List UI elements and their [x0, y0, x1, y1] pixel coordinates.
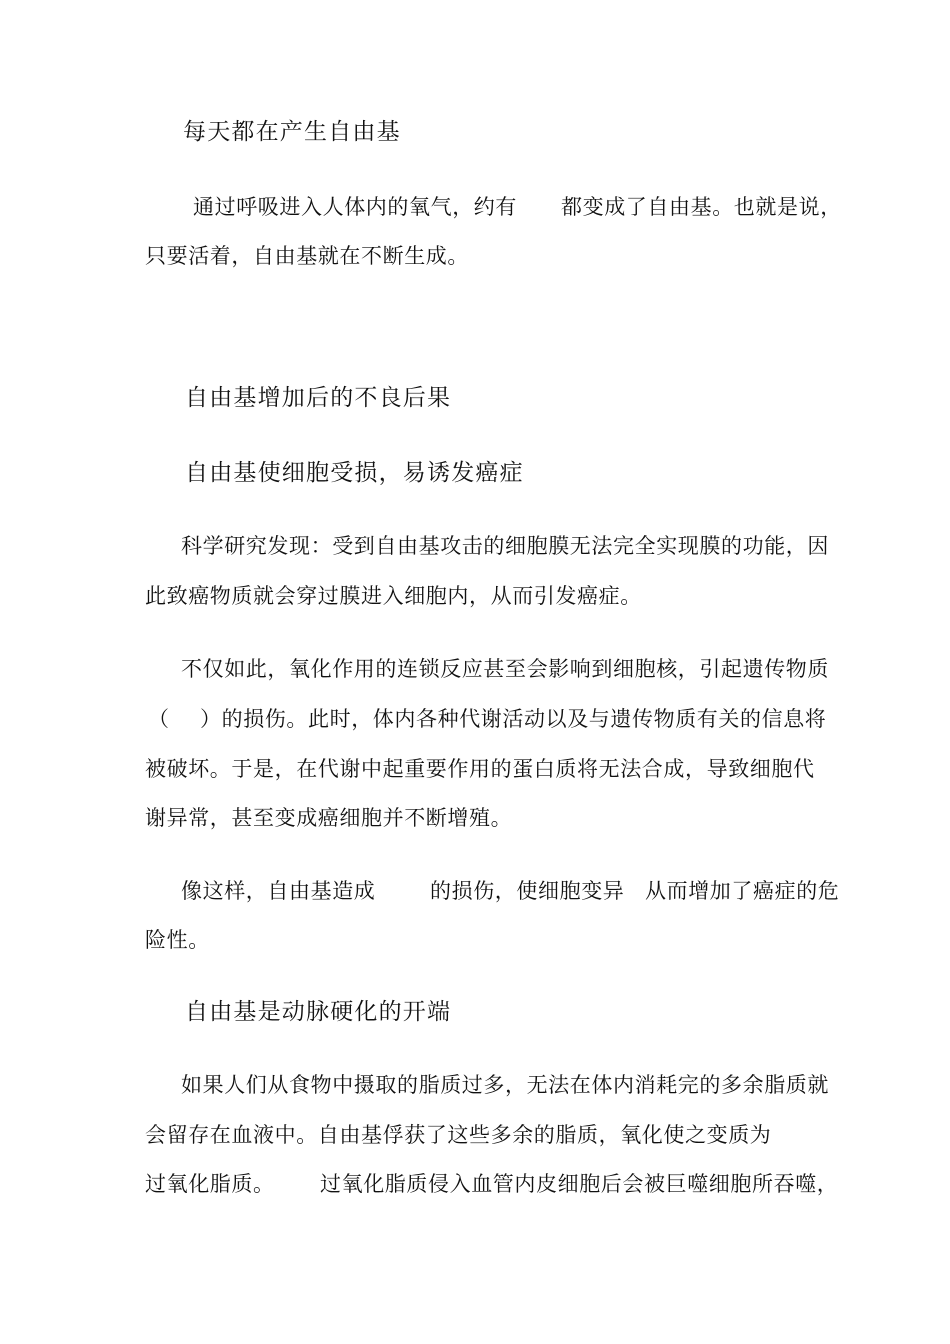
paragraph-line: （	[148, 707, 170, 731]
paragraph-line: 不仅如此，氧化作用的连锁反应甚至会影响到细胞核，引起遗传物质	[181, 657, 829, 681]
paragraph-line: 通过呼吸进入人体内的氧气，约有	[193, 195, 517, 219]
paragraph-line: 像这样，自由基造成	[181, 879, 376, 903]
paragraph-line: 险性。	[145, 928, 210, 952]
subsection-heading: 自由基使细胞受损，易诱发癌症	[185, 460, 524, 486]
paragraph-line: 过氧化脂质。	[145, 1172, 275, 1196]
paragraph-line: 谢异常，甚至变成癌细胞并不断增殖。	[145, 806, 513, 830]
paragraph-line: 此致癌物质就会穿过膜进入细胞内，从而引发癌症。	[145, 584, 642, 608]
paragraph-line: 被破坏。于是，在代谢中起重要作用的蛋白质将无法合成，导致细胞代	[145, 757, 815, 781]
paragraph-line: 科学研究发现：受到自由基攻击的细胞膜无法完全实现膜的功能，因	[181, 534, 829, 558]
section-heading: 自由基增加后的不良后果	[185, 385, 452, 411]
paragraph-line: ）的损伤。此时，体内各种代谢活动以及与遗传物质有关的信息将	[200, 707, 827, 731]
paragraph-line: 如果人们从食物中摄取的脂质过多，无法在体内消耗完的多余脂质就	[181, 1073, 829, 1097]
paragraph-line: 的损伤，使细胞变异	[430, 879, 625, 903]
paragraph-line: 都变成了自由基。也就是说，	[561, 195, 842, 219]
section-heading: 每天都在产生自由基	[183, 119, 401, 145]
paragraph-line: 过氧化脂质侵入血管内皮细胞后会被巨噬细胞所吞噬，	[320, 1172, 839, 1196]
paragraph-line: 会留存在血液中。自由基俘获了这些多余的脂质，氧化使之变质为	[145, 1123, 772, 1147]
paragraph-line: 只要活着，自由基就在不断生成。	[145, 244, 469, 268]
subsection-heading: 自由基是动脉硬化的开端	[185, 999, 452, 1025]
paragraph-line: 从而增加了癌症的危	[645, 879, 840, 903]
